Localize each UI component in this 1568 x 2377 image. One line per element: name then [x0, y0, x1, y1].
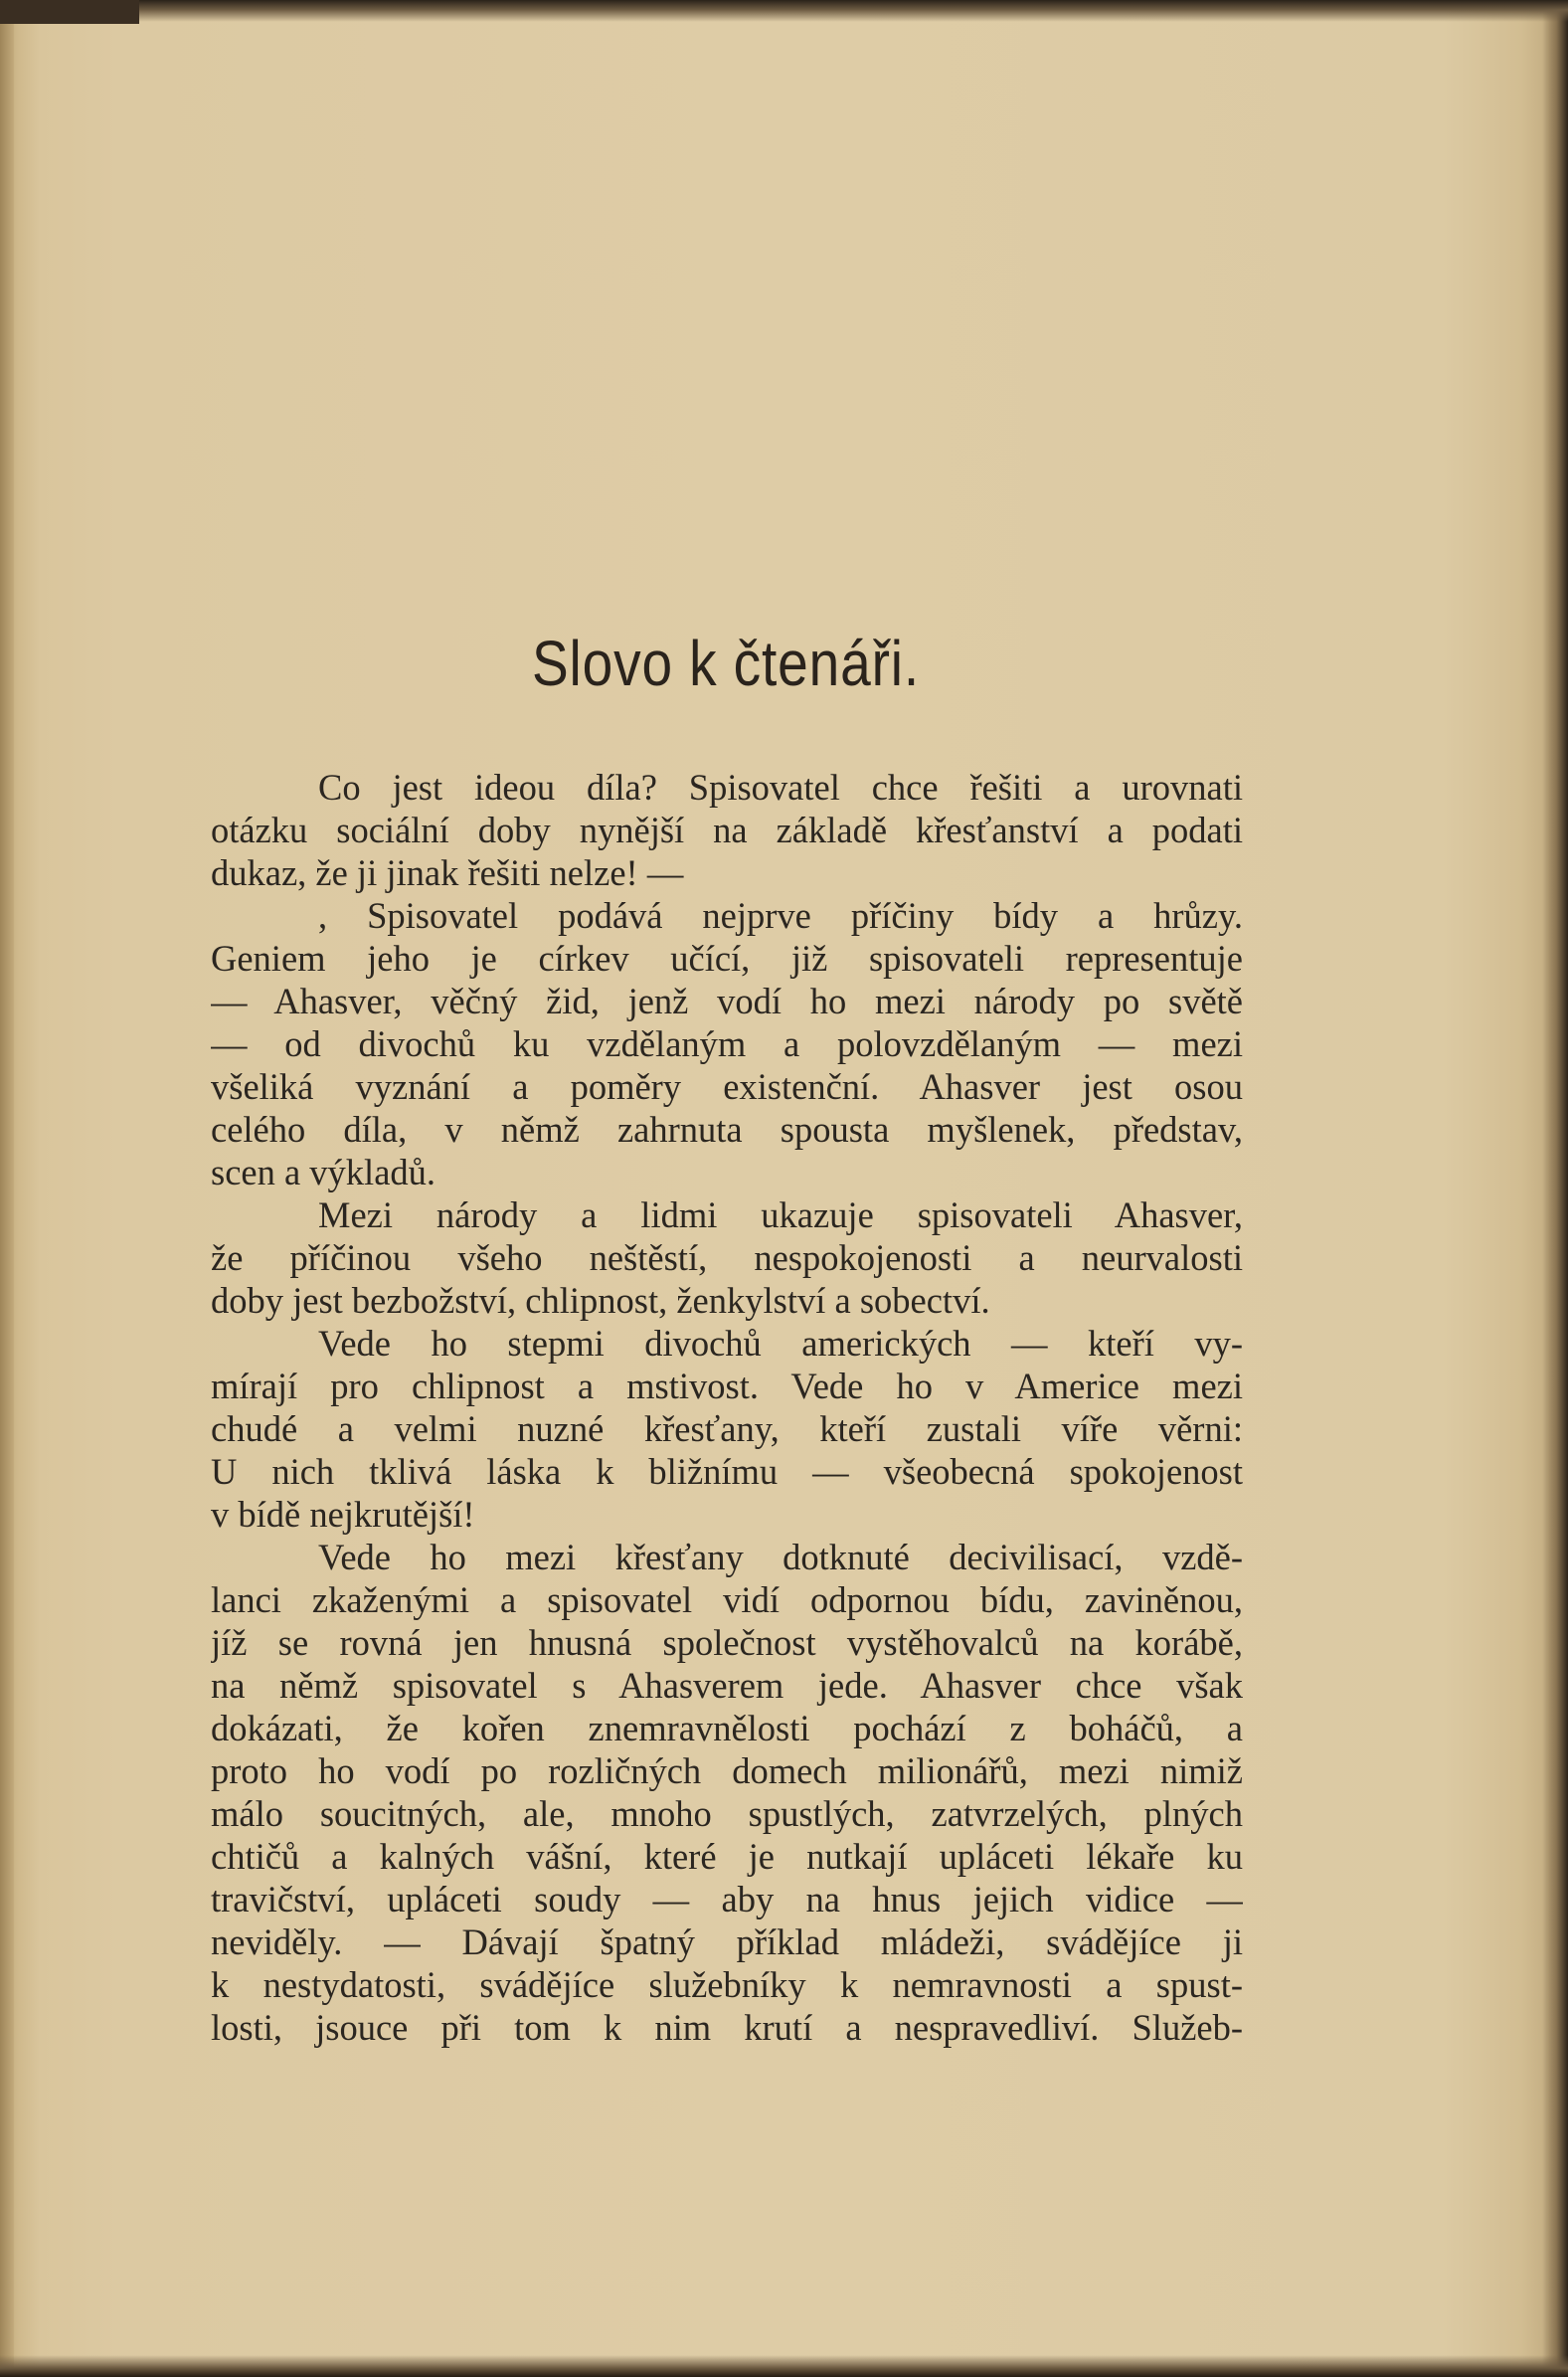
body-text — [211, 766, 1243, 2049]
text-line: chudé a velmi nuzné křesťany, kteří zustali víře věrni: — [211, 1408, 1243, 1449]
text-line: Vede ho mezi křesťany dotknuté decivilisací, vzdě- — [318, 1537, 1243, 1577]
text-line: jíž se rovná jen hnusná společnost vystěhovalců na korábě, — [211, 1622, 1243, 1663]
text-line: dukaz, že ji jinak řešiti nelze! — — [211, 852, 684, 893]
text-line: Vede ho stepmi divochů amerických — kteří vy- — [318, 1323, 1243, 1364]
text-line: chtičů a kalných vášní, které je nutkají upláceti lékaře ku — [211, 1836, 1243, 1877]
text-line: Geniem jeho je církev učící, již spisovateli representuje — [211, 938, 1243, 979]
text-line: málo soucitných, ale, mnoho spustlých, zatvrzelých, plných — [211, 1793, 1243, 1834]
page-bottom-edge — [0, 2355, 1568, 2377]
text-line: k nestydatosti, svádějíce služebníky k nemravnosti a spust- — [211, 1964, 1243, 2005]
text-line: , Spisovatel podává nejprve příčiny bídy a hrůzy. — [318, 895, 1243, 936]
text-line: travičství, upláceti soudy — aby na hnus jejich vidice — — [211, 1879, 1243, 1920]
text-line: Mezi národy a lidmi ukazuje spisovateli Ahasver, — [318, 1194, 1243, 1235]
text-line: losti, jsouce při tom k nim krutí a nespravedliví. Služeb- — [211, 2007, 1243, 2048]
text-line: — od divochů ku vzdělaným a polovzdělaným — mezi — [211, 1023, 1243, 1064]
text-line: že příčinou všeho neštěstí, nespokojenosti a neurvalosti — [211, 1237, 1243, 1278]
text-line: doby jest bezbožství, chlipnost, ženkylství a sobectví. — [211, 1280, 990, 1321]
page-top-shadow — [0, 0, 1568, 22]
text-line: U nich tklivá láska k bližnímu — všeobecná spokojenost — [211, 1451, 1243, 1492]
scan-corner-mark — [0, 0, 139, 24]
page-left-edge — [0, 0, 14, 2377]
text-line: mírají pro chlipnost a mstivost. Vede ho v Americe mezi — [211, 1366, 1243, 1406]
text-line: Co jest ideou díla? Spisovatel chce řešiti a urovnati — [318, 767, 1243, 808]
text-line: neviděly. — Dávají špatný příklad mládeži, svádějíce ji — [211, 1921, 1243, 1962]
text-line: proto ho vodí po rozličných domech milionářů, mezi nimiž — [211, 1750, 1243, 1791]
text-line: otázku sociální doby nynější na základě křesťanství a podati — [211, 810, 1243, 850]
chapter-title: Slovo k čtenáři. — [531, 628, 921, 699]
text-line: dokázati, že kořen znemravnělosti pochází z boháčů, a — [211, 1708, 1243, 1748]
text-line: lanci zkaženými a spisovatel vidí odpornou bídu, zaviněnou, — [211, 1579, 1243, 1620]
text-line: v bídě nejkrutější! — [211, 1494, 475, 1535]
text-line: scen a výkladů. — [211, 1152, 436, 1192]
text-line: všeliká vyznání a poměry existenční. Ahasver jest osou — [211, 1066, 1243, 1107]
text-line: — Ahasver, věčný žid, jenž vodí ho mezi národy po světě — [211, 981, 1243, 1021]
text-line: celého díla, v němž zahrnuta spousta myšlenek, představ, — [211, 1109, 1243, 1150]
page-right-edge — [1542, 0, 1568, 2377]
text-line: na němž spisovatel s Ahasverem jede. Ahasver chce však — [211, 1665, 1243, 1706]
